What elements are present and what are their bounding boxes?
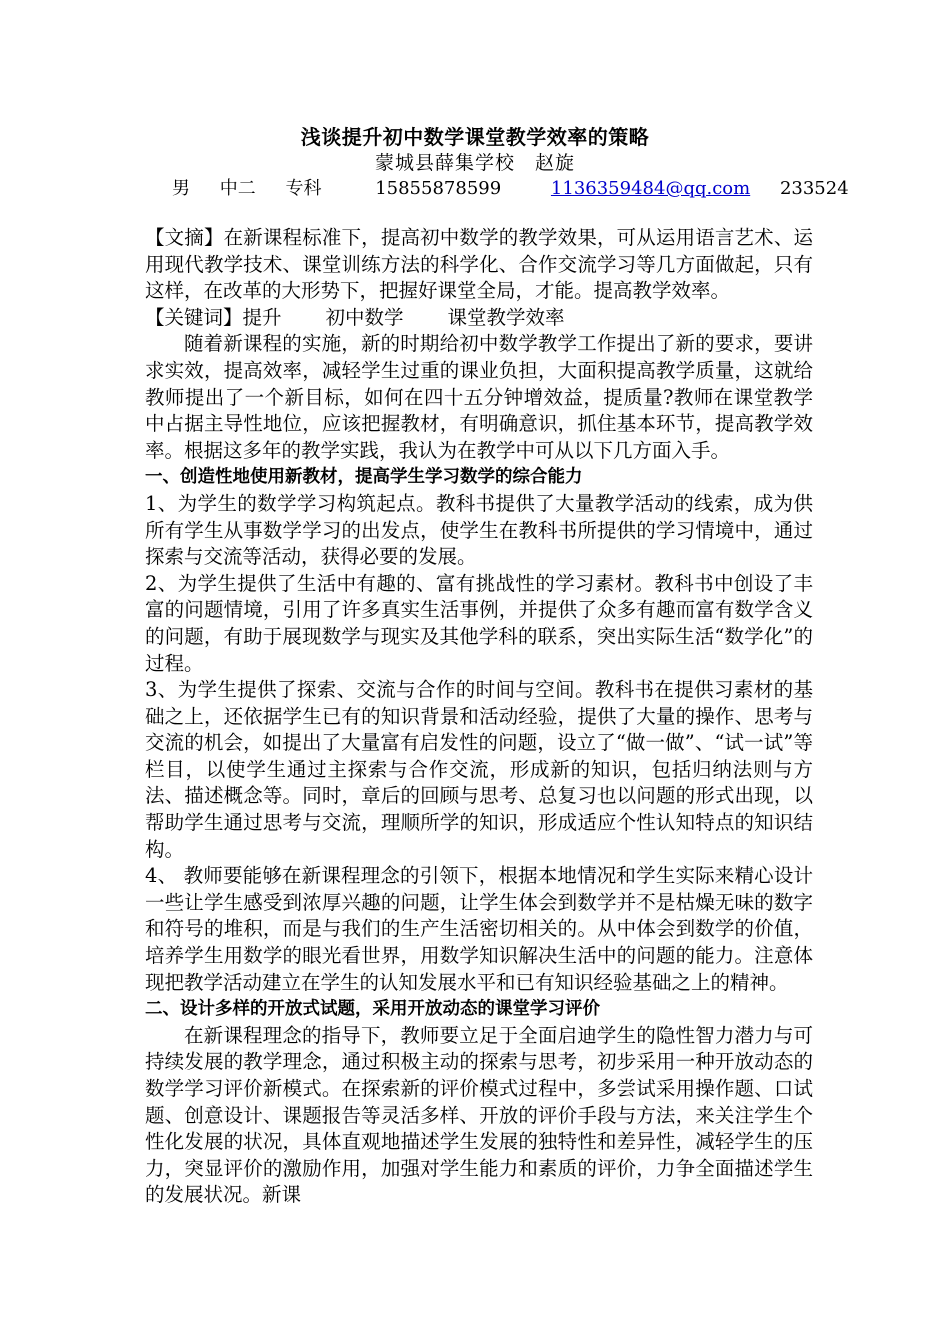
author-email-link[interactable]: 1136359484@qq.com (550, 178, 751, 199)
abstract-paragraph: 【文摘】在新课程标准下，提高初中数学的教学效果，可从运用语言艺术、运用现代教学技术、课堂训练方法的科学化、合作交流学习等几方面做起，只有这样，在改革的大形势下，把握好课堂全局，才能。提高教学效率。 (145, 226, 813, 303)
author-gender: 男 (172, 178, 190, 199)
author-line: 蒙城县薛集学校 赵旋 (374, 152, 575, 174)
keywords-label: 【关键词】提升 (145, 305, 282, 329)
author-postcode: 233524 (779, 178, 849, 199)
author-grade: 中二 (219, 178, 256, 199)
keyword-2: 初中数学 (325, 305, 404, 329)
intro-paragraph: 随着新课程的实施，新的时期给初中数学教学工作提出了新的要求，要讲求实效，提高效率，减轻学生过重的课业负担，大面积提高教学质量，这就给教师提出了一个新目标，如何在四十五分钟增效益，提质量?教师在课堂教学中占据主导性地位，应该把握教材，有明确意识，抓住基本环节，提高教学效率。根据这多年的教学实践，我认为在教学中可从以下几方面入手。 (145, 332, 813, 462)
section-1-paragraph-1: 1、为学生的数学学习构筑起点。教科书提供了大量教学活动的线索，成为供所有学生从事数学学习的出发点，使学生在教科书所提供的学习情境中，通过探索与交流等活动，获得必要的发展。 (145, 491, 813, 569)
section-1-heading: 一、创造性地使用新教材，提高学生学习数学的综合能力 (145, 467, 583, 488)
author-education: 专科 (285, 178, 322, 199)
section-1-paragraph-3: 3、为学生提供了探索、交流与合作的时间与空间。教科书在提供习素材的基础之上，还依据学生已有的知识背景和活动经验，提供了大量的操作、思考与交流的机会，如提出了大量富有启发性的问题，设立了“做一做”、“试一试”等栏目，以使学生通过主探索与合作交流，形成新的知识，包括归纳法则与方法、描述概念等。同时，章后的回顾与思考、总复习也以问题的形式出现，以帮助学生通过思考与交流，理顺所学的知识，形成适应个性认知特点的知识结构。 (145, 678, 813, 861)
section-2-heading: 二、设计多样的开放式试题，采用开放动态的课堂学习评价 (145, 999, 600, 1020)
keyword-3: 课堂教学效率 (447, 305, 565, 329)
keywords-line (145, 305, 813, 332)
author-phone: 15855878599 (375, 178, 502, 199)
section-1-paragraph-2: 2、为学生提供了生活中有趣的、富有挑战性的学习素材。教科书中创设了丰富的问题情境，引用了许多真实生活事例，并提供了众多有趣而富有数学含义的问题，有助于展现数学与现实及其他学科的联系，突出实际生活“数学化”的过程。 (145, 571, 813, 675)
section-1-paragraph-4: 4、 教师要能够在新课程理念的引领下，根据本地情况和学生实际来精心设计一些让学生感受到浓厚兴趣的问题，让学生体会到数学并不是枯燥无味的数字和符号的堆积，而是与我们的生产生活密切相关的。从中体会到数学的价值，培养学生用数学的眼光看世界，用数学知识解决生活中的问题的能力。注意体现把教学活动建立在学生的认知发展水平和已有知识经验基础之上的精神。 (145, 864, 813, 994)
article-title: 浅谈提升初中数学课堂教学效率的策略 (300, 125, 650, 149)
author-info-line (172, 176, 872, 202)
section-2-paragraph-1: 在新课程理念的指导下，教师要立足于全面启迪学生的隐性智力潜力与可持续发展的教学理念，通过积极主动的探索与思考，初步采用一种开放动态的数学学习评价新模式。在探索新的评价模式过程中，多尝试采用操作题、口试题、创意设计、课题报告等灵活多样、开放的评价手段与方法，来关注学生个性化发展的状况，具体直观地描述学生发展的独特性和差异性，减轻学生的压力，突显评价的激励作用，加强对学生能力和素质的评价，力争全面描述学生的发展状况。新课 (145, 1023, 813, 1207)
article-body (145, 225, 813, 1209)
